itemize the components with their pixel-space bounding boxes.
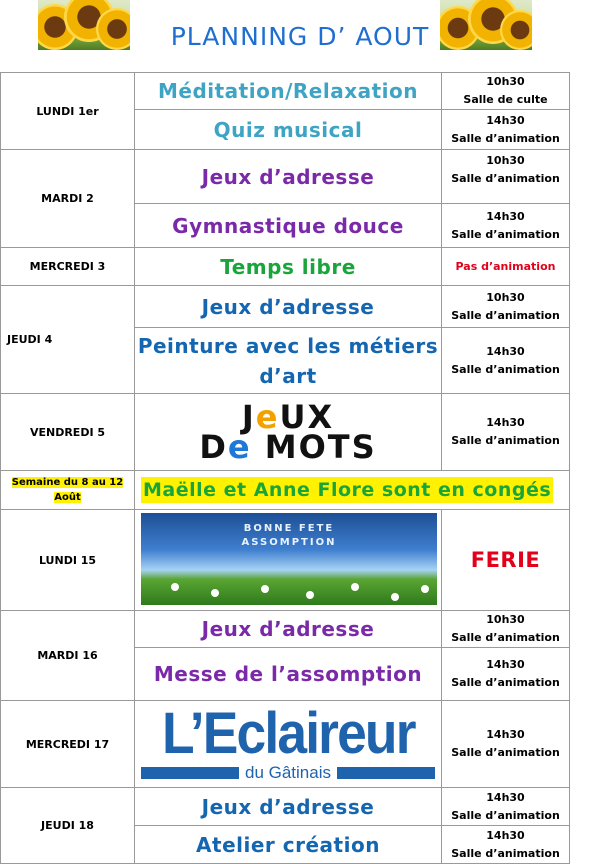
time-cell xyxy=(442,826,570,864)
jeux-de-mots-logo xyxy=(135,394,442,471)
holiday-notice xyxy=(135,471,570,510)
place-text: Salle d’animation xyxy=(451,227,560,241)
day-cell: MERCREDI 17 xyxy=(1,701,135,788)
image-text: BONNE FETE xyxy=(243,523,335,534)
table-row xyxy=(1,248,570,286)
activity-cell: Messe de l’assomption xyxy=(135,648,442,701)
place-text: Salle d’animation xyxy=(451,434,560,447)
time-cell xyxy=(442,394,570,471)
week-cell xyxy=(1,471,135,510)
time-cell xyxy=(442,611,570,648)
table-row xyxy=(1,73,570,110)
time-text: 10h30 xyxy=(486,154,525,167)
time-text: 10h30 xyxy=(486,613,525,626)
table-row xyxy=(1,394,570,471)
day-cell: LUNDI 1er xyxy=(1,73,135,150)
activity-cell: Jeux d’adresse xyxy=(135,286,442,328)
day-cell: MARDI 2 xyxy=(1,150,135,248)
holiday-label: FERIE xyxy=(442,510,570,611)
place-text: Salle d’animation xyxy=(451,172,560,185)
time-text: 14h30 xyxy=(486,728,525,741)
time-cell xyxy=(442,286,570,328)
logo-line-2: De MOTS xyxy=(199,428,377,466)
time-text: 14h30 xyxy=(486,658,525,671)
holiday-text: Maëlle et Anne Flore sont en congés xyxy=(143,479,552,501)
place-text: Salle d’animation xyxy=(451,676,560,689)
activity-cell: Jeux d’adresse xyxy=(135,611,442,648)
logo-sub xyxy=(135,763,441,783)
time-text: 14h30 xyxy=(486,344,525,358)
place-text: Salle de culte xyxy=(463,93,548,106)
time-text: 10h30 xyxy=(486,290,525,304)
place-text: Salle d’animation xyxy=(451,131,560,145)
day-cell: MERCREDI 3 xyxy=(1,248,135,286)
table-row xyxy=(1,471,570,510)
table-row xyxy=(1,286,570,328)
planning-table xyxy=(0,72,570,864)
no-activity-note: Pas d’animation xyxy=(442,248,570,286)
day-cell: JEUDI 18 xyxy=(1,788,135,864)
time-cell xyxy=(442,648,570,701)
bonne-fete-image xyxy=(135,510,442,611)
table-row xyxy=(1,510,570,611)
assomption-image xyxy=(141,513,437,605)
time-text: 14h30 xyxy=(486,790,525,804)
table-row xyxy=(1,701,570,788)
time-cell xyxy=(442,328,570,394)
activity-cell: Jeux d’adresse xyxy=(135,150,442,204)
page-title: PLANNING D’ AOUT xyxy=(170,22,430,51)
time-text: 14h30 xyxy=(486,416,525,429)
week-label: Semaine du 8 au 12 Août xyxy=(11,477,124,503)
place-text: Salle d’animation xyxy=(451,846,560,860)
time-cell xyxy=(442,110,570,150)
logo-main-text: L’Eclaireur xyxy=(161,701,415,766)
time-cell xyxy=(442,788,570,826)
day-cell: VENDREDI 5 xyxy=(1,394,135,471)
time-text: 14h30 xyxy=(486,828,525,842)
day-cell: JEUDI 4 xyxy=(1,286,135,394)
activity-cell: Gymnastique douce xyxy=(135,204,442,248)
day-cell: LUNDI 15 xyxy=(1,510,135,611)
place-text: Salle d’animation xyxy=(451,362,560,376)
table-row xyxy=(1,611,570,648)
eclaireur-logo xyxy=(135,701,442,788)
day-cell: MARDI 16 xyxy=(1,611,135,701)
time-text: 14h30 xyxy=(486,209,525,223)
activity-cell: Méditation/Relaxation xyxy=(135,73,442,110)
activity-cell: Atelier création xyxy=(135,826,442,864)
place-text: Salle d’animation xyxy=(451,308,560,322)
place-text: Salle d’animation xyxy=(451,808,560,822)
activity-cell: Peinture avec les métiers d’art xyxy=(135,328,442,394)
image-text: ASSOMPTION xyxy=(241,537,337,548)
time-text: 14h30 xyxy=(486,113,525,127)
time-cell xyxy=(442,204,570,248)
activity-cell: Temps libre xyxy=(135,248,442,286)
table-row xyxy=(1,788,570,826)
time-cell xyxy=(442,73,570,110)
time-cell xyxy=(442,701,570,788)
place-text: Salle d’animation xyxy=(451,631,560,644)
activity-cell: Jeux d’adresse xyxy=(135,788,442,826)
activity-cell: Quiz musical xyxy=(135,110,442,150)
time-text: 10h30 xyxy=(486,75,525,88)
logo-sub-text: du Gâtinais xyxy=(245,763,331,782)
place-text: Salle d’animation xyxy=(451,746,560,759)
logo-line-1: JeUX xyxy=(241,398,335,436)
time-cell xyxy=(442,150,570,204)
table-row xyxy=(1,150,570,204)
